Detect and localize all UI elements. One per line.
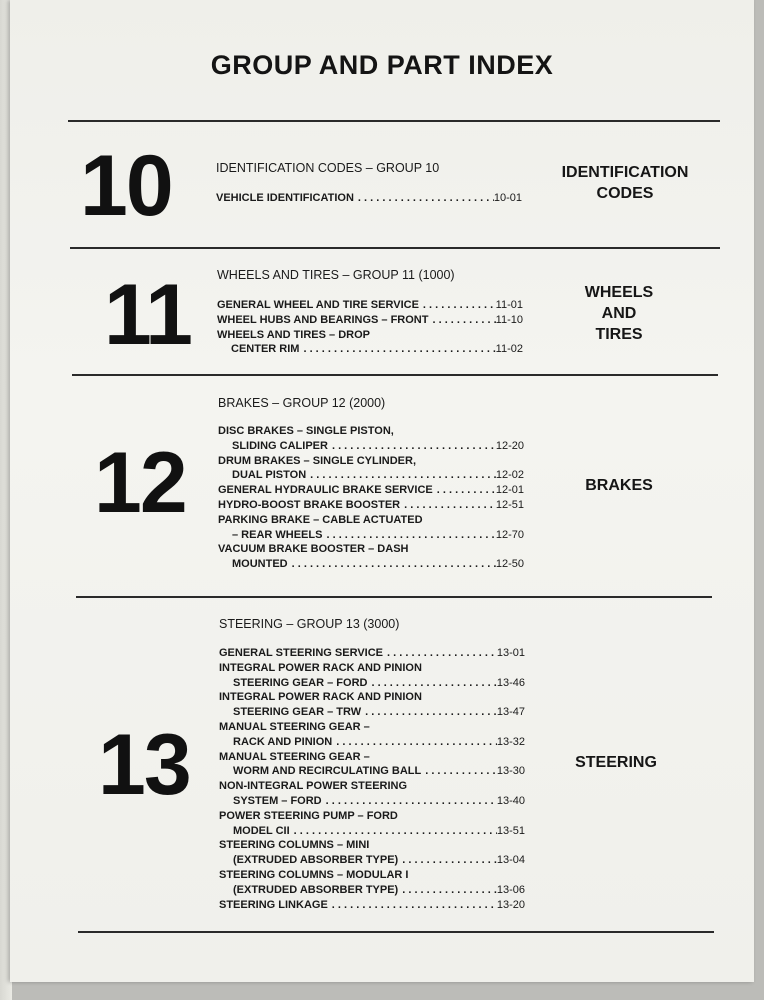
dot-leader: [328, 439, 496, 454]
section-label-line: BRAKES: [585, 477, 653, 494]
page-number: 13-32: [496, 735, 525, 748]
dot-leader: [354, 191, 494, 206]
index-entry: [219, 779, 525, 794]
group-number: 10: [80, 138, 172, 234]
dot-leader: [299, 342, 495, 357]
entry-title: STEERING LINKAGE: [219, 898, 328, 911]
divider-top: [68, 120, 720, 122]
entry-title: DISC BRAKES – SINGLE PISTON,: [218, 425, 394, 437]
index-entry: [219, 735, 525, 750]
entry-title: HYDRO-BOOST BRAKE BOOSTER: [218, 498, 401, 511]
dot-leader: [322, 794, 497, 809]
page-number: 10-01: [493, 192, 522, 204]
section-label-line: IDENTIFICATION: [561, 164, 689, 181]
page-number: 13-51: [496, 824, 525, 837]
dot-leader: [367, 676, 496, 691]
page-number: 11-01: [495, 299, 523, 311]
page-number: 13-46: [496, 676, 525, 689]
entry-title: STEERING GEAR – FORD: [233, 676, 368, 689]
section-label: [534, 475, 704, 496]
group-title: BRAKES – GROUP 12 (2000): [218, 396, 386, 410]
group-number: 11: [104, 267, 191, 363]
page-number: 13-40: [496, 794, 525, 807]
entry-list: [217, 298, 523, 357]
page-number: 13-47: [496, 706, 525, 719]
group-title: STEERING – GROUP 13 (3000): [219, 617, 400, 631]
index-entry: [219, 705, 525, 720]
page-number: 12-51: [495, 498, 524, 511]
section-label: [540, 162, 710, 204]
page-number: 13-20: [496, 898, 525, 911]
index-entry: [218, 424, 524, 439]
entry-title: VEHICLE IDENTIFICATION: [216, 192, 354, 204]
page-title: GROUP AND PART INDEX: [210, 50, 554, 80]
index-entry: [218, 468, 524, 483]
page-number: 13-01: [496, 647, 525, 659]
entry-title: INTEGRAL POWER RACK AND PINION: [219, 661, 422, 674]
index-entry: [218, 454, 524, 469]
index-entry: [219, 720, 525, 735]
dot-leader: [322, 528, 495, 543]
index-entry: [219, 661, 525, 676]
dot-leader: [288, 557, 496, 572]
index-entry: [219, 868, 525, 883]
index-entry: [218, 483, 524, 498]
entry-title: STEERING COLUMNS – MODULAR I: [219, 868, 409, 881]
index-entry: [219, 750, 525, 765]
entry-title: WHEELS AND TIRES – DROP: [217, 328, 370, 341]
page-number: 12-20: [495, 439, 524, 452]
entry-title: STEERING COLUMNS – MINI: [219, 839, 370, 852]
index-entry: [218, 513, 524, 528]
dot-leader: [328, 898, 497, 913]
entry-title: WORM AND RECIRCULATING BALL: [233, 765, 422, 778]
divider-bottom: [78, 931, 714, 933]
page-number: 12-70: [495, 528, 524, 541]
index-entry: [219, 646, 525, 661]
index-entry: [217, 313, 523, 328]
entry-title: – REAR WHEELS: [232, 528, 323, 541]
dot-leader: [419, 298, 496, 313]
page-number: 11-02: [495, 343, 523, 356]
group-title: WHEELS AND TIRES – GROUP 11 (1000): [217, 268, 455, 282]
index-entry: [219, 676, 525, 691]
index-entry: [219, 838, 525, 853]
index-entry: [219, 898, 525, 913]
index-entry: [218, 528, 524, 543]
entry-list: [216, 191, 522, 206]
page-number: 11-10: [495, 313, 523, 326]
entry-title: MODEL CII: [233, 824, 290, 837]
index-entry: [218, 542, 524, 557]
entry-title: PARKING BRAKE – CABLE ACTUATED: [218, 513, 423, 526]
dot-leader: [332, 735, 497, 750]
section-label-line: CODES: [596, 185, 654, 202]
entry-title: SLIDING CALIPER: [232, 439, 328, 452]
section-label-line: TIRES: [595, 326, 643, 343]
index-entry: [218, 557, 524, 572]
entry-title: VACUUM BRAKE BOOSTER – DASH: [218, 543, 409, 556]
index-entry: [219, 883, 525, 898]
index-entry: [216, 191, 522, 206]
section-label: [534, 282, 704, 345]
dot-leader: [398, 853, 497, 868]
dot-leader: [428, 313, 495, 328]
entry-title: (EXTRUDED ABSORBER TYPE): [233, 883, 399, 896]
entry-title: GENERAL HYDRAULIC BRAKE SERVICE: [218, 484, 433, 497]
dot-leader: [290, 824, 497, 839]
entry-title: WHEEL HUBS AND BEARINGS – FRONT: [217, 313, 429, 326]
index-entry: [219, 809, 525, 824]
entry-title: (EXTRUDED ABSORBER TYPE): [233, 854, 399, 867]
entry-title: NON-INTEGRAL POWER STEERING: [219, 780, 408, 793]
page-number: 12-50: [495, 558, 524, 571]
divider-11-12: [72, 374, 718, 376]
dot-leader: [361, 705, 497, 720]
entry-title: MANUAL STEERING GEAR –: [219, 720, 370, 733]
dot-leader: [306, 468, 496, 483]
group-title: IDENTIFICATION CODES – GROUP 10: [216, 161, 440, 175]
dot-leader: [400, 498, 496, 513]
entry-list: [219, 646, 525, 912]
dot-leader: [383, 646, 497, 661]
section-label-line: WHEELS: [584, 284, 654, 301]
index-entry: [219, 794, 525, 809]
index-entry: [217, 328, 523, 343]
index-entry: [218, 439, 524, 454]
dot-leader: [421, 764, 497, 779]
entry-title: SYSTEM – FORD: [233, 794, 322, 807]
entry-title: DRUM BRAKES – SINGLE CYLINDER,: [218, 454, 417, 467]
divider-10-11: [70, 247, 720, 249]
index-entry: [218, 498, 524, 513]
group-number: 12: [94, 435, 186, 531]
index-entry: [217, 298, 523, 313]
index-entry: [219, 853, 525, 868]
page-number: 12-01: [495, 484, 524, 497]
page-number: 12-02: [495, 469, 524, 482]
page-number: 13-30: [496, 765, 525, 778]
divider-12-13: [76, 596, 712, 598]
entry-title: STEERING GEAR – TRW: [233, 706, 362, 719]
entry-list: [218, 424, 524, 572]
index-entry: [219, 690, 525, 705]
index-entry: [217, 342, 523, 357]
section-label-line: AND: [601, 305, 637, 322]
entry-title: GENERAL WHEEL AND TIRE SERVICE: [217, 299, 419, 311]
page-number: 13-04: [496, 854, 525, 867]
entry-title: CENTER RIM: [231, 343, 300, 356]
entry-title: GENERAL STEERING SERVICE: [219, 647, 384, 659]
entry-title: MOUNTED: [232, 558, 288, 571]
section-label-line: STEERING: [575, 754, 657, 771]
section-label: [531, 752, 701, 773]
entry-title: POWER STEERING PUMP – FORD: [219, 809, 398, 822]
index-entry: [219, 824, 525, 839]
group-number: 13: [98, 717, 190, 813]
dot-leader: [433, 483, 496, 498]
entry-title: MANUAL STEERING GEAR –: [219, 750, 370, 763]
dot-leader: [398, 883, 497, 898]
entry-title: RACK AND PINION: [233, 735, 333, 748]
entry-title: INTEGRAL POWER RACK AND PINION: [219, 691, 422, 704]
index-entry: [219, 764, 525, 779]
entry-title: DUAL PISTON: [232, 469, 307, 482]
page-number: 13-06: [496, 883, 525, 896]
